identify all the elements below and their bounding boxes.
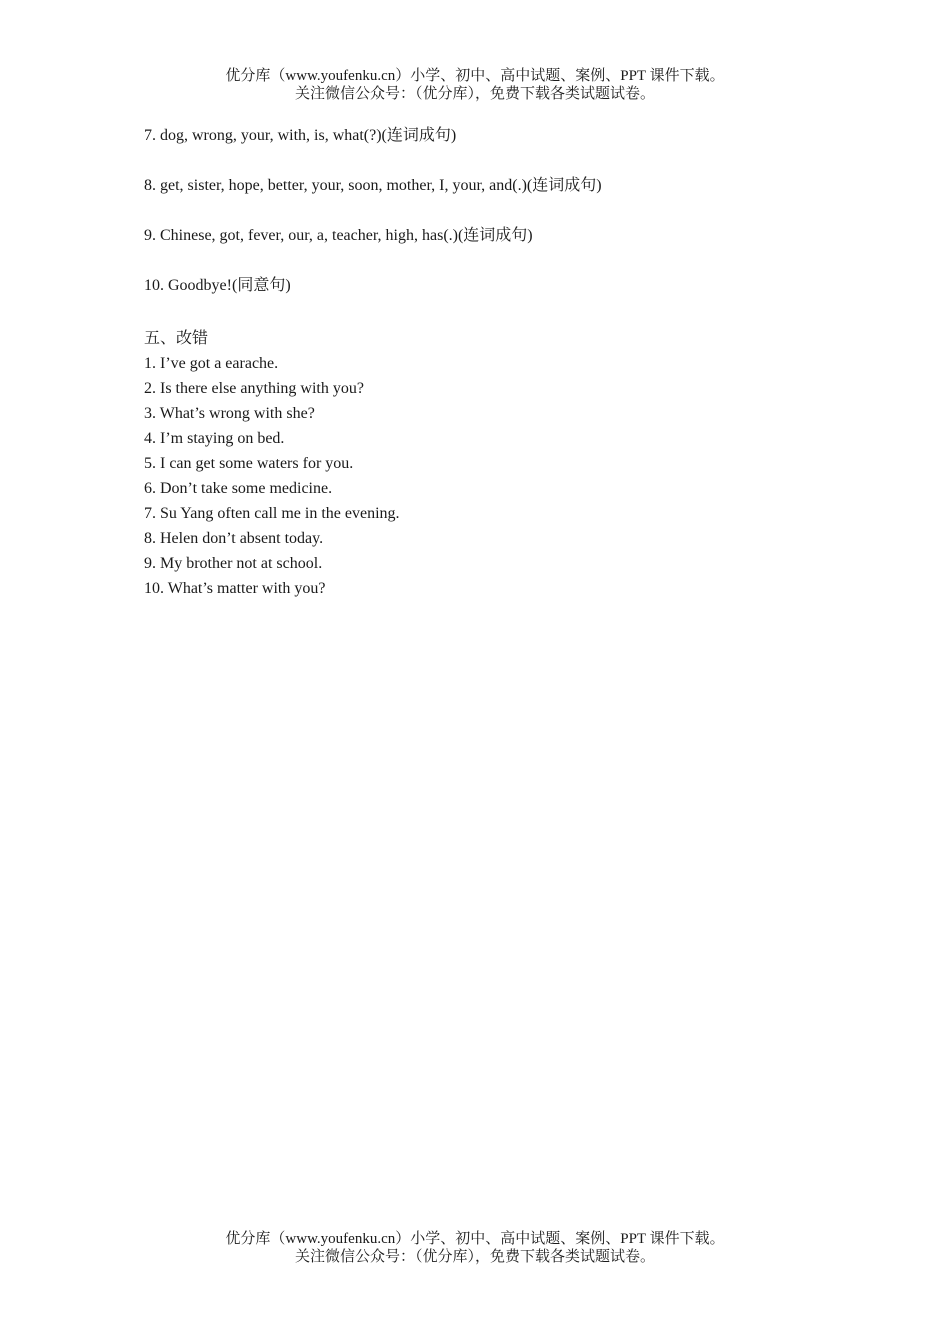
section-title-correction: 五、改错 (144, 330, 209, 347)
correction-item-2: 2. Is there else anything with you? (144, 380, 364, 397)
header-line-2: 关注微信公众号：（优分库），免费下载各类试题试卷。 (294, 86, 655, 102)
correction-item-5: 5. I can get some waters for you. (144, 455, 354, 472)
correction-item-6: 6. Don’t take some medicine. (144, 480, 333, 497)
question-9: 9. Chinese, got, fever, our, a, teacher, high, has(.)(连词成句) (144, 227, 533, 244)
correction-item-3: 3. What’s wrong with she? (144, 405, 315, 422)
header-line-1: 优分库（www.youfenku.cn）小学、初中、高中试题、案例、PPT 课件下载。 (225, 68, 725, 84)
correction-item-4: 4. I’m staying on bed. (144, 430, 285, 447)
page-footer (0, 1230, 950, 1266)
correction-item-9: 9. My brother not at school. (144, 555, 323, 572)
question-10: 10. Goodbye!(同意句) (144, 277, 291, 294)
correction-item-10: 10. What’s matter with you? (144, 580, 326, 597)
document-body (144, 126, 844, 601)
correction-item-7: 7. Su Yang often call me in the evening. (144, 505, 400, 522)
footer-line-2: 关注微信公众号：（优分库），免费下载各类试题试卷。 (294, 1249, 655, 1265)
question-8: 8. get, sister, hope, better, your, soon, mother, I, your, and(.)(连词成句) (144, 177, 602, 194)
spacer (144, 151, 844, 176)
spacer (144, 201, 844, 226)
correction-item-1: 1. I’ve got a earache. (144, 355, 279, 372)
page-header (0, 67, 950, 103)
correction-item-8: 8. Helen don’t absent today. (144, 530, 324, 547)
footer-line-1: 优分库（www.youfenku.cn）小学、初中、高中试题、案例、PPT 课件下载。 (225, 1231, 725, 1247)
question-7: 7. dog, wrong, your, with, is, what(?)(连词成句) (144, 127, 457, 144)
spacer (144, 301, 844, 326)
spacer (144, 251, 844, 276)
